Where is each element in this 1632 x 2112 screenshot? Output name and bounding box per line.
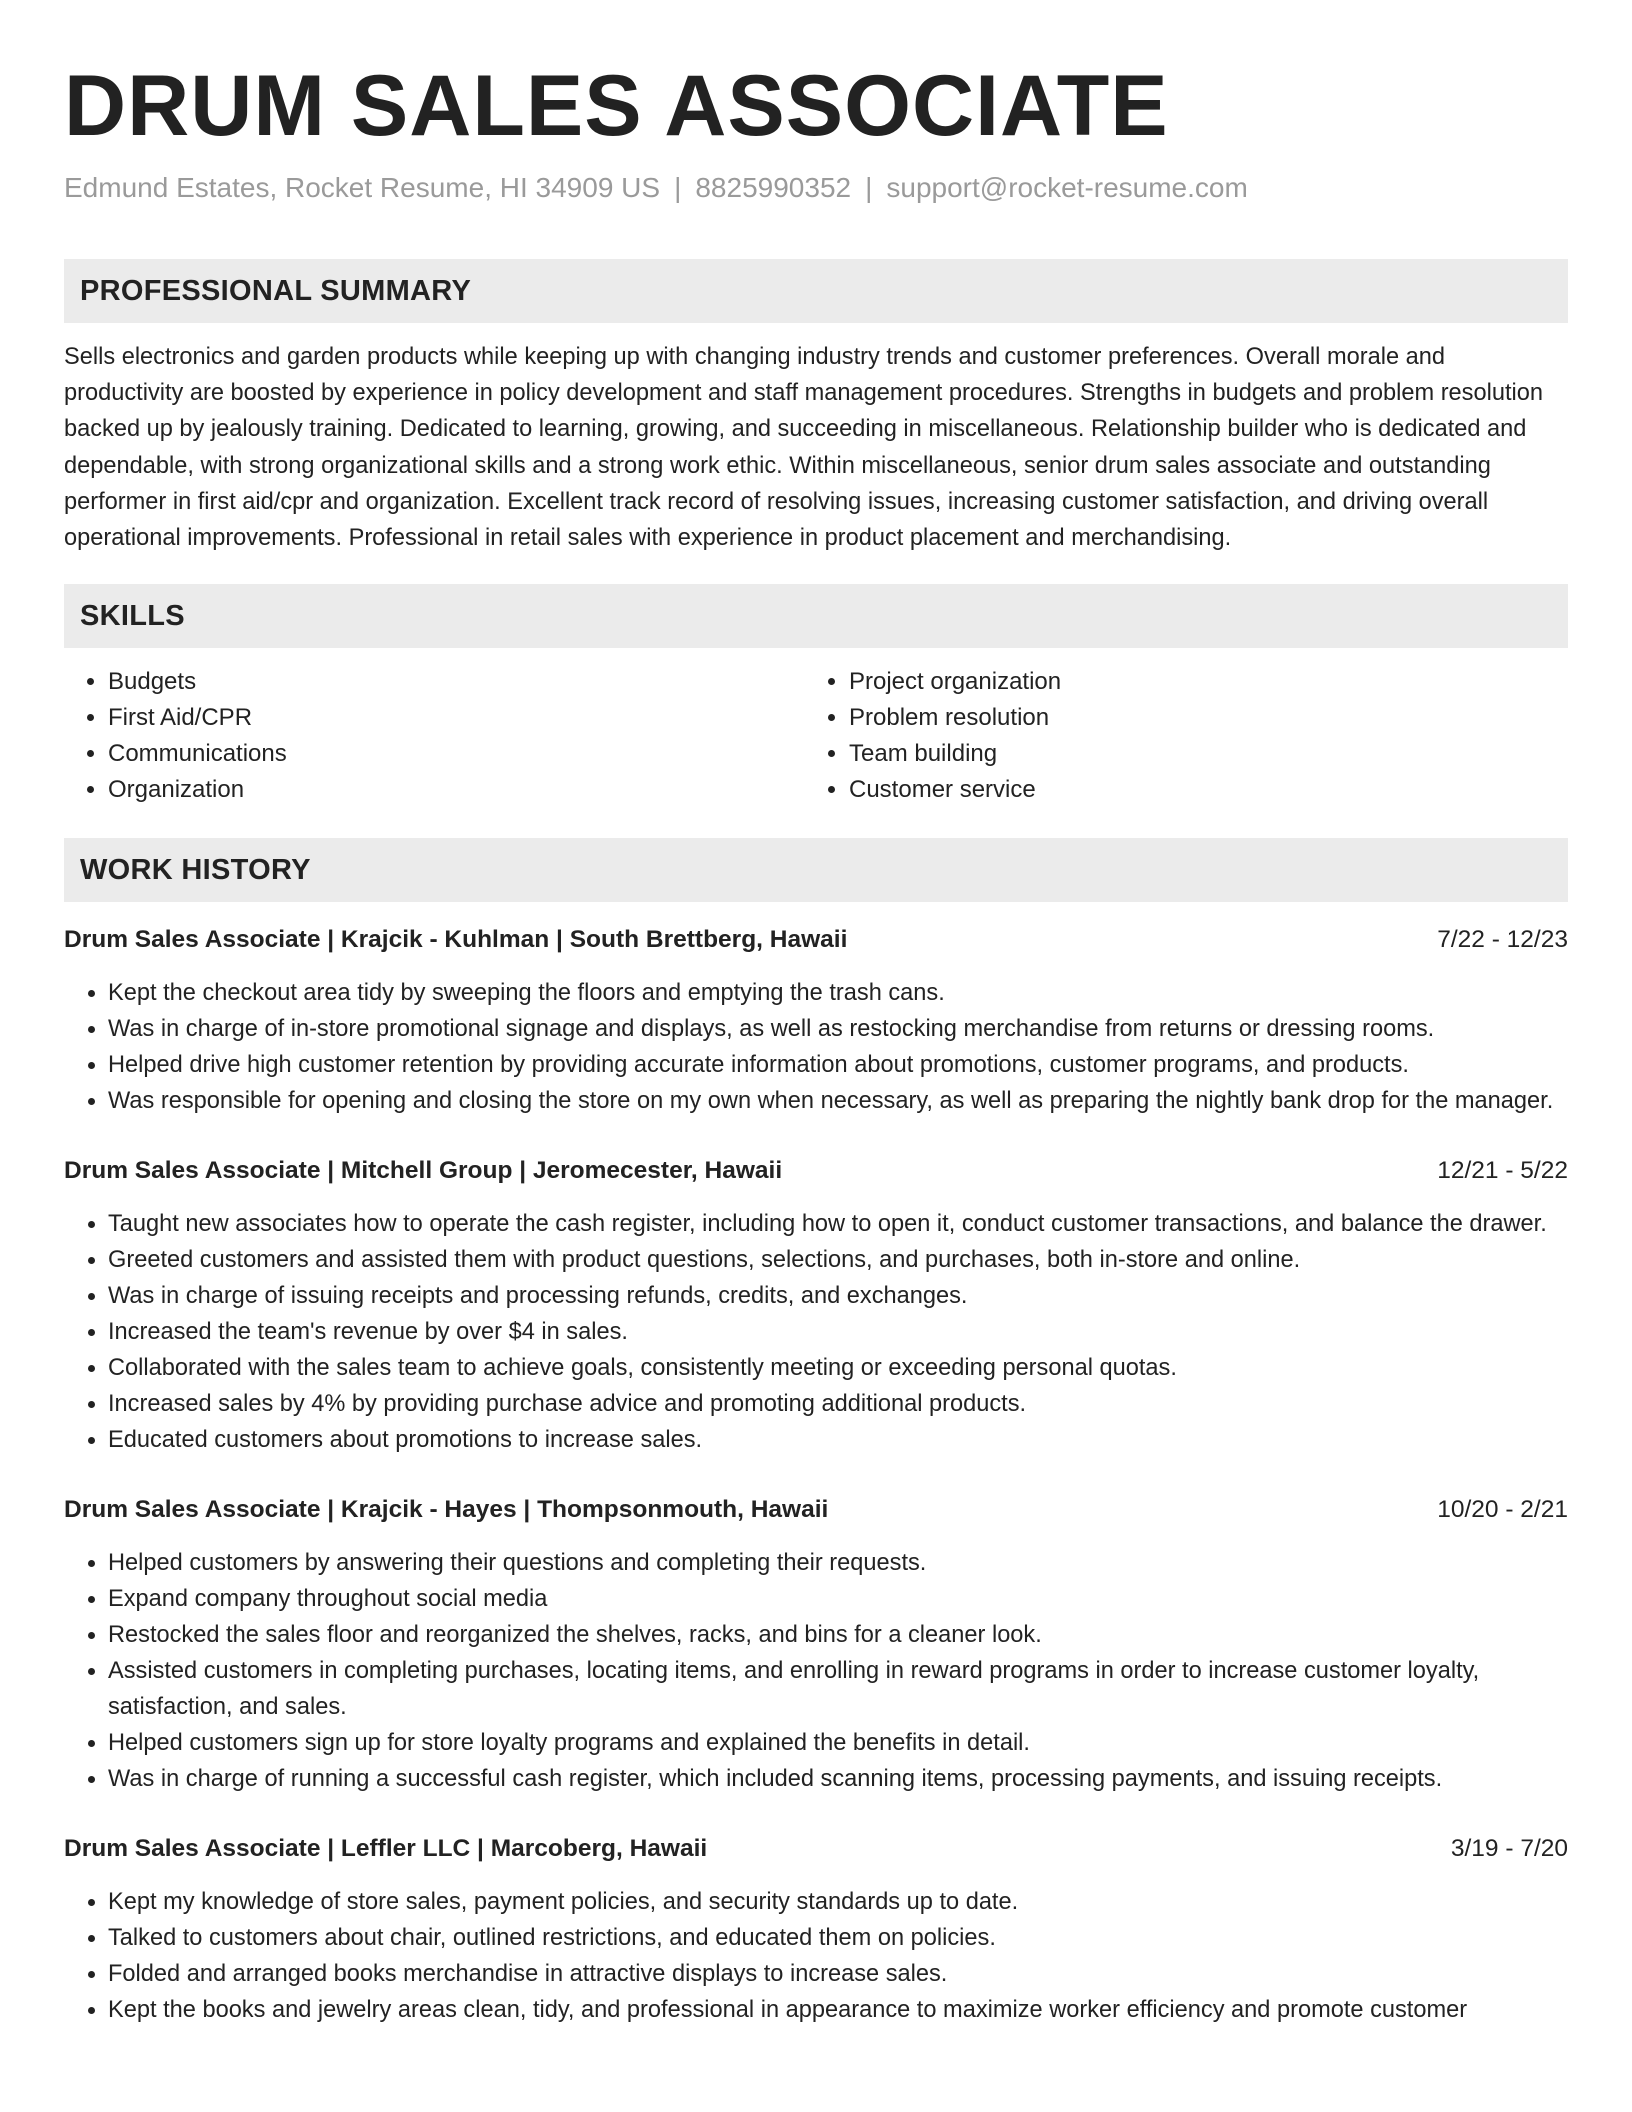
job-bullet: • Talked to customers about chair, outlined restrictions, and educated them on policies. <box>108 1920 1568 1956</box>
contact-line <box>64 168 1568 208</box>
job-bullet: • Helped drive high customer retention by providing accurate information about promotions, customer programs, and products. <box>108 1047 1568 1083</box>
job-bullet: • Helped customers by answering their questions and completing their requests. <box>108 1545 1568 1581</box>
resume-page <box>64 0 1568 2028</box>
job-title: Drum Sales Associate | Krajcik - Kuhlman | South Brettberg, Hawaii <box>64 926 848 954</box>
job-entry <box>64 922 1568 1119</box>
job-bullet: • Was responsible for opening and closing the store on my own when necessary, as well as preparing the nightly bank drop for the manager. <box>108 1083 1568 1119</box>
job-title: Drum Sales Associate | Krajcik - Hayes | Thompsonmouth, Hawaii <box>64 1496 829 1524</box>
skill-item: • Customer service <box>849 772 1546 808</box>
job-dates: 10/20 - 2/21 <box>1437 1496 1568 1524</box>
section-heading-work-history: WORK HISTORY <box>64 838 1568 902</box>
job-entry <box>64 1153 1568 1458</box>
contact-email: support@rocket-resume.com <box>886 172 1248 203</box>
job-header <box>64 1831 1568 1867</box>
job-bullet: • Was in charge of issuing receipts and processing refunds, credits, and exchanges. <box>108 1278 1568 1314</box>
job-entry <box>64 1831 1568 2028</box>
job-dates: 7/22 - 12/23 <box>1437 926 1568 954</box>
skill-item: • Team building <box>849 736 1546 772</box>
contact-phone: 8825990352 <box>695 172 852 203</box>
job-bullet: • Taught new associates how to operate the cash register, including how to open it, conduct customer transactions, and balance the drawer. <box>108 1206 1568 1242</box>
job-bullet: • Restocked the sales floor and reorganized the shelves, racks, and bins for a cleaner look. <box>108 1617 1568 1653</box>
job-bullet: • Collaborated with the sales team to achieve goals, consistently meeting or exceeding personal quotas. <box>108 1350 1568 1386</box>
section-heading-summary: PROFESSIONAL SUMMARY <box>64 259 1568 323</box>
job-header <box>64 1153 1568 1189</box>
contact-separator: | <box>865 172 873 203</box>
skill-item: • Organization <box>108 772 805 808</box>
job-bullets <box>64 1884 1568 2028</box>
resume-name: DRUM SALES ASSOCIATE <box>64 58 1169 154</box>
job-entry <box>64 1492 1568 1797</box>
job-dates: 3/19 - 7/20 <box>1450 1835 1568 1863</box>
job-dates: 12/21 - 5/22 <box>1437 1157 1568 1185</box>
job-bullets <box>64 1206 1568 1458</box>
job-bullet: • Kept the books and jewelry areas clean, tidy, and professional in appearance to maximize worker efficiency and promote customer <box>108 1992 1568 2028</box>
job-bullet: • Educated customers about promotions to increase sales. <box>108 1422 1568 1458</box>
skill-item: • Communications <box>108 736 805 772</box>
job-bullet: • Kept the checkout area tidy by sweeping the floors and emptying the trash cans. <box>108 975 1568 1011</box>
skills-column-left <box>64 664 805 808</box>
job-bullet: • Helped customers sign up for store loyalty programs and explained the benefits in detail. <box>108 1725 1568 1761</box>
contact-address: Edmund Estates, Rocket Resume, HI 34909 US <box>64 172 661 203</box>
skill-item: • First Aid/CPR <box>108 700 805 736</box>
job-bullet: • Greeted customers and assisted them with product questions, selections, and purchases, both in-store and online. <box>108 1242 1568 1278</box>
job-bullet: • Increased sales by 4% by providing purchase advice and promoting additional products. <box>108 1386 1568 1422</box>
job-bullets <box>64 1545 1568 1797</box>
job-bullet: • Folded and arranged books merchandise in attractive displays to increase sales. <box>108 1956 1568 1992</box>
job-bullets <box>64 975 1568 1119</box>
job-bullet: • Was in charge of running a successful cash register, which included scanning items, processing payments, and issuing receipts. <box>108 1761 1568 1797</box>
job-bullet: • Assisted customers in completing purchases, locating items, and enrolling in reward programs in order to increase customer loyalty, satisfaction, and sales. <box>108 1653 1568 1725</box>
job-header <box>64 1492 1568 1528</box>
job-title: Drum Sales Associate | Leffler LLC | Marcoberg, Hawaii <box>64 1835 708 1863</box>
job-bullet: • Was in charge of in-store promotional signage and displays, as well as restocking merchandise from returns or dressing rooms. <box>108 1011 1568 1047</box>
summary-text: Sells electronics and garden products while keeping up with changing industry trends and customer preferences. Overall morale and productivity are boosted by experience in policy development and staff management procedures. Strengths in budgets and problem resolution backed up by jealously training. Dedicated to learning, growing, and succeeding in miscellaneous. Relationship builder who is dedicated and dependable, with strong organizational skills and a strong work ethic. Within miscellaneous, senior drum sales associate and outstanding performer in first aid/cpr and organization. Excellent track record of resolving issues, increasing customer satisfaction, and driving overall operational improvements. Professional in retail sales with experience in product placement and merchandising. <box>64 344 1543 552</box>
skills-list <box>64 664 1568 808</box>
contact-separator: | <box>674 172 682 203</box>
skill-item: • Problem resolution <box>849 700 1546 736</box>
job-bullet: • Expand company throughout social media <box>108 1581 1568 1617</box>
skills-column-right <box>805 664 1546 808</box>
job-title: Drum Sales Associate | Mitchell Group | Jeromecester, Hawaii <box>64 1157 783 1185</box>
skill-item: • Budgets <box>108 664 805 700</box>
job-bullet: • Kept my knowledge of store sales, payment policies, and security standards up to date. <box>108 1884 1568 1920</box>
job-bullet: • Increased the team's revenue by over $4 in sales. <box>108 1314 1568 1350</box>
skill-item: • Project organization <box>849 664 1546 700</box>
job-header <box>64 922 1568 958</box>
section-heading-skills: SKILLS <box>64 584 1568 648</box>
